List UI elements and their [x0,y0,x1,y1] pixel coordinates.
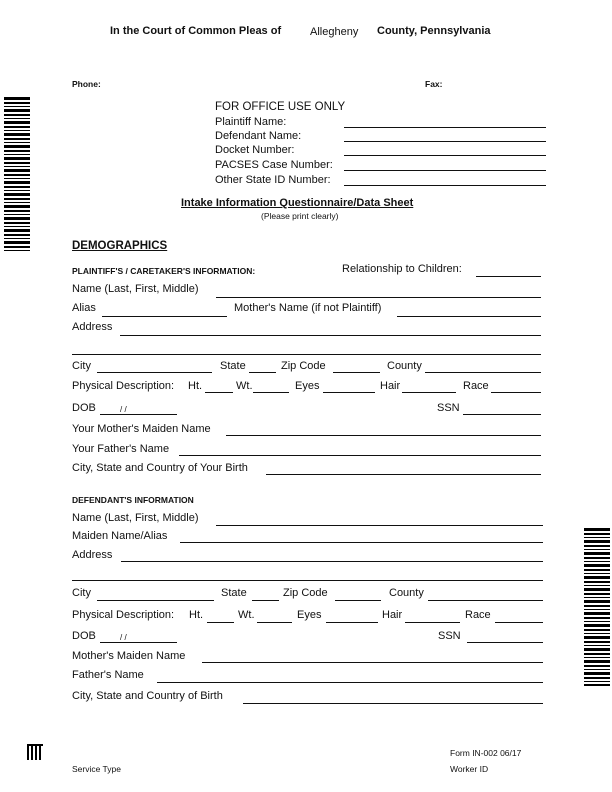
defendant-address-field[interactable] [121,561,543,562]
defendant-mothers-maiden-field[interactable] [202,662,543,663]
plaintiff-mothers-maiden-label: Your Mother's Maiden Name [72,423,211,435]
plaintiff-ssn-field[interactable] [463,414,541,415]
defendant-dob-field[interactable] [100,642,177,643]
worker-id-label: Worker ID [450,764,489,774]
court-header-prefix: In the Court of Common Pleas of [110,25,282,37]
defendant-maiden-alias-field[interactable] [180,542,543,543]
defendant-race-label: Race [465,609,491,621]
plaintiff-dob-field[interactable] [100,414,177,415]
relationship-label: Relationship to Children: [342,263,462,275]
plaintiff-city-field[interactable] [97,372,212,373]
phone-label: Phone: [72,79,101,89]
defendant-name-field[interactable] [216,525,543,526]
plaintiff-eyes-label: Eyes [295,380,320,392]
office-plaintiff-field[interactable] [344,127,546,128]
plaintiff-race-label: Race [463,380,489,392]
office-docket-label: Docket Number: [215,144,295,156]
office-plaintiff-label: Plaintiff Name: [215,116,287,128]
service-type-label: Service Type [72,764,121,774]
office-other-state-label: Other State ID Number: [215,174,331,186]
defendant-physical-label: Physical Description: [72,609,175,621]
plaintiff-ht-field[interactable] [205,392,233,393]
defendant-hair-label: Hair [382,609,403,621]
defendant-address-field-2[interactable] [72,580,543,581]
plaintiff-name-field[interactable] [216,297,541,298]
defendant-eyes-label: Eyes [297,609,322,621]
plaintiff-address-field[interactable] [120,335,541,336]
plaintiff-state-field[interactable] [249,372,276,373]
plaintiff-wt-label: Wt. [236,380,253,392]
defendant-state-field[interactable] [252,600,279,601]
defendant-fathers-name-label: Father's Name [72,669,144,681]
plaintiff-fathers-name-label: Your Father's Name [72,443,170,455]
office-docket-field[interactable] [344,155,546,156]
defendant-state-label: State [221,587,247,599]
defendant-birthplace-field[interactable] [243,703,543,704]
demographics-heading: DEMOGRAPHICS [72,240,168,252]
plaintiff-eyes-field[interactable] [323,392,375,393]
plaintiff-ht-label: Ht. [188,380,203,392]
defendant-county-field[interactable] [428,600,543,601]
defendant-dob-label: DOB [72,630,96,642]
office-pacses-field[interactable] [344,170,546,171]
plaintiff-address-label: Address [72,321,113,333]
plaintiff-state-label: State [220,360,246,372]
plaintiff-address-field-2[interactable] [72,354,541,355]
plaintiff-alias-field[interactable] [102,316,227,317]
defendant-wt-field[interactable] [257,622,292,623]
defendant-mothers-maiden-label: Mother's Maiden Name [72,650,186,662]
plaintiff-name-label: Name (Last, First, Middle) [72,283,199,295]
left-barcode [4,97,30,253]
plaintiff-county-field[interactable] [425,372,541,373]
form-id: Form IN-002 06/17 [450,748,522,758]
plaintiff-section-heading: PLAINTIFF'S / CARETAKER'S INFORMATION: [72,266,256,276]
plaintiff-county-label: County [387,360,422,372]
defendant-hair-field[interactable] [405,622,460,623]
plaintiff-fathers-name-field[interactable] [179,455,541,456]
defendant-name-label: Name (Last, First, Middle) [72,512,199,524]
defendant-ht-label: Ht. [189,609,204,621]
defendant-eyes-field[interactable] [326,622,378,623]
defendant-section-heading: DEFENDANT'S INFORMATION [72,495,194,505]
plaintiff-race-field[interactable] [491,392,541,393]
defendant-address-label: Address [72,549,113,561]
plaintiff-mothers-maiden-field[interactable] [226,435,541,436]
defendant-city-field[interactable] [97,600,214,601]
defendant-dob-separators: / / [120,633,127,642]
office-defendant-field[interactable] [344,141,546,142]
plaintiff-zip-field[interactable] [333,372,380,373]
form-title: Intake Information Questionnaire/Data Sheet [181,197,414,209]
office-pacses-label: PACSES Case Number: [215,159,333,171]
relationship-field[interactable] [476,276,541,277]
defendant-wt-label: Wt. [238,609,255,621]
county-value[interactable]: Allegheny [310,26,359,38]
defendant-zip-label: Zip Code [283,587,328,599]
qr-code-icon [27,744,44,761]
plaintiff-wt-field[interactable] [253,392,289,393]
defendant-city-label: City [72,587,91,599]
plaintiff-dob-label: DOB [72,402,96,414]
office-other-state-field[interactable] [344,185,546,186]
court-header-suffix: County, Pennsylvania [377,25,491,37]
defendant-ssn-field[interactable] [467,642,543,643]
plaintiff-physical-label: Physical Description: [72,380,175,392]
plaintiff-alias-label: Alias [72,302,96,314]
plaintiff-hair-label: Hair [380,380,401,392]
plaintiff-dob-separators: / / [120,405,127,414]
defendant-ssn-label: SSN [438,630,461,642]
office-use-title: FOR OFFICE USE ONLY [215,101,346,113]
defendant-fathers-name-field[interactable] [157,682,543,683]
defendant-zip-field[interactable] [335,600,381,601]
office-defendant-label: Defendant Name: [215,130,302,142]
form-subtitle: (Please print clearly) [261,211,339,221]
plaintiff-mothers-name-field[interactable] [397,316,541,317]
defendant-maiden-alias-label: Maiden Name/Alias [72,530,168,542]
plaintiff-mothers-name-label: Mother's Name (if not Plaintiff) [234,302,382,314]
plaintiff-city-label: City [72,360,91,372]
plaintiff-zip-label: Zip Code [281,360,326,372]
defendant-race-field[interactable] [495,622,543,623]
right-barcode [584,528,610,686]
defendant-ht-field[interactable] [207,622,234,623]
plaintiff-birthplace-label: City, State and Country of Your Birth [72,462,248,474]
plaintiff-hair-field[interactable] [402,392,456,393]
plaintiff-ssn-label: SSN [437,402,460,414]
defendant-birthplace-label: City, State and Country of Birth [72,690,223,702]
fax-label: Fax: [425,79,443,89]
defendant-county-label: County [389,587,424,599]
plaintiff-birthplace-field[interactable] [266,474,541,475]
